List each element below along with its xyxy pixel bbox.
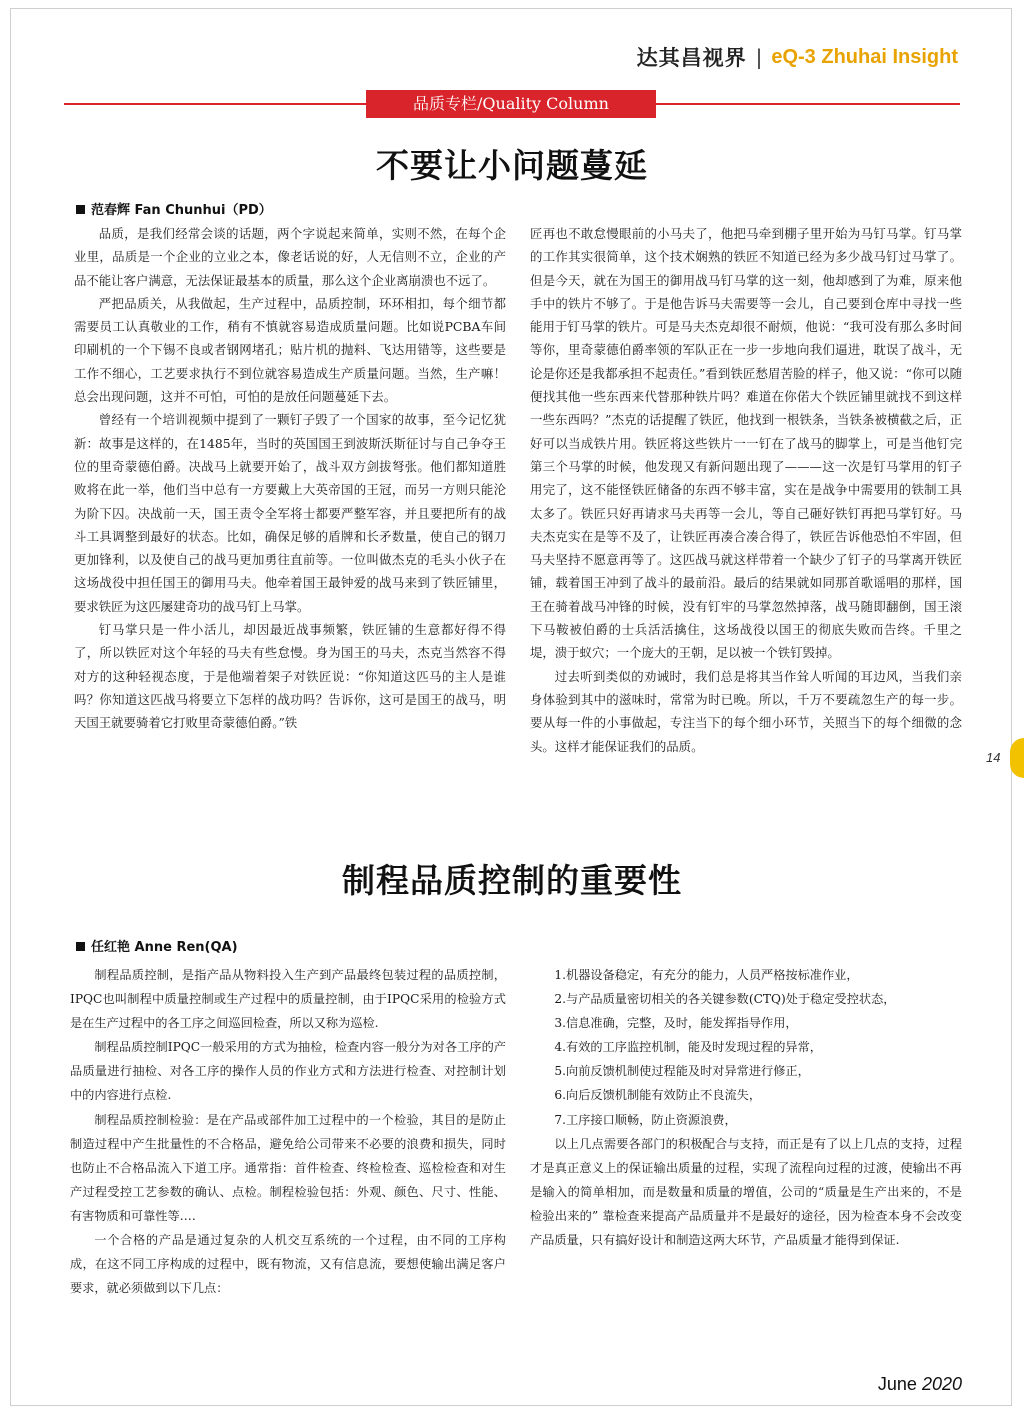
column-banner: 品质专栏/Quality Column — [366, 90, 656, 118]
paragraph: 钉马掌只是一件小活儿，却因最近战事频繁，铁匠铺的生意都好得不得了，所以铁匠对这个年轻的马夫有些怠慢。身为国王的马夫，杰克当然容不得对方的这种轻视态度，于是他端着架子对铁匠说：“你知道这匹马的主人是谁吗？你知道这匹战马将要立下怎样的战功吗？告诉你，这可是国王的战马，明天国王就要骑着它打败里奇蒙德伯爵。”铁 — [74, 622, 506, 731]
page-tab-marker — [1010, 738, 1024, 778]
issue-date — [878, 1374, 962, 1395]
list-item: 5.向前反馈机制使过程能及时对异常进行修正， — [554, 1064, 810, 1079]
bullet-square-icon — [76, 205, 85, 214]
paragraph: 制程品质控制IPQC一般采用的方式为抽检，检查内容一般分为对各工序的产品质量进行抽检、对各工序的操作人员的作业方式和方法进行检查、对控制计划中的内容进行点检. — [70, 1040, 506, 1103]
list-item: 4.有效的工序监控机制，能及时发现过程的异常， — [554, 1040, 822, 1055]
article2-author-name: 任红艳 Anne Ren(QA) — [91, 940, 238, 955]
article1-column-right — [530, 222, 962, 758]
article1-title: 不要让小问题蔓延 — [376, 146, 648, 185]
article1-column-left — [74, 222, 506, 735]
article2-author — [76, 936, 238, 955]
paragraph: 品质，是我们经常会谈的话题，两个字说起来简单，实则不然，在每个企业里，品质是一个企业的立业之本，像老话说的好，人无信则不立，企业的产品不能让客户满意，无法保证最基本的质量，那么这个企业离崩溃也不远了。 — [74, 226, 506, 288]
issue-year: 2020 — [921, 1374, 962, 1394]
issue-month: June — [877, 1374, 917, 1394]
paragraph: 制程品质控制检验：是在产品或部件加工过程中的一个检验，其目的是防止制造过程中产生批量性的不合格品，避免给公司带来不必要的浪费和损失，同时也防止不合格品流入下道工序。通常指：首件检查、终检检查、巡检检查和对生产过程受控工艺参数的确认、点检。制程检验包括：外观、颜色、尺寸、性能、有害物质和可靠性等…. — [70, 1112, 506, 1223]
list-item: 7.工序接口顺畅，防止资源浪费， — [554, 1112, 737, 1127]
paragraph: 制程品质控制，是指产品从物料投入生产到产品最终包装过程的品质控制，IPQC也叫制程中质量控制或生产过程中的质量控制，由于IPQC采用的检验方式是在生产过程中的各工序之间巡回检查，所以又称为巡检. — [70, 968, 506, 1031]
list-item: 6.向后反馈机制能有效防止不良流失， — [554, 1088, 762, 1103]
header-separator: | — [755, 45, 763, 69]
list-item: 1.机器设备稳定，有充分的能力，人员严格按标准作业， — [554, 968, 859, 982]
article1-author — [76, 199, 272, 218]
paragraph: 匠再也不敢怠慢眼前的小马夫了，他把马牵到棚子里开始为马钉马掌。钉马掌的工作其实很简单，这个技术娴熟的铁匠不知道已经为多少战马钉过马掌了。但是今天，就在为国王的御用战马钉马掌的这一刻，他却感到了为难，原来他手中的铁片不够了。于是他告诉马夫需要等一会儿，自己要到仓库中寻找一些能用于钉马掌的铁片。可是马夫杰克却很不耐烦，他说：“我可没有那么多时间等你，里奇蒙德伯爵率领的军队正在一步一步地向我们逼进，耽误了战斗，无论是你还是我都承担不起责任。”看到铁匠愁眉苦脸的样子，他又说：“你可以随便找其他一些东西来代替那种铁片吗？难道在你偌大个铁匠铺里就找不到这样一些东西吗？”杰克的话提醒了铁匠，他找到一根铁条，当铁条被横截之后，正好可以当成铁片用。铁匠将这些铁片一一钉在了战马的脚掌上，可是当他钉完第三个马掌的时候，他发现又有新问题出现了———这一次是钉马掌用的钉子用完了，这不能怪铁匠储备的东西不够丰富，实在是战争中需要用的铁制工具太多了。铁匠只好再请求马夫再等一会儿，等自己砸好铁钉再把马掌钉好。马夫杰克实在是等不及了，让铁匠再凑合凑合得了，铁匠告诉他恐怕不牢固，但马夫坚持不愿意再等了。这匹战马就这样带着一个缺少了钉子的马掌离开铁匠铺，载着国王冲到了战斗的最前沿。最后的结果就如同那首歌谣唱的那样，国王在骑着战马冲锋的时候，没有钉牢的马掌忽然掉落，战马随即翻倒，国王滚下马鞍被伯爵的士兵活活擒住，这场战役以国王的彻底失败而告终。千里之堤，溃于蚁穴；一个庞大的王朝，足以被一个铁钉毁掉。 — [530, 226, 962, 661]
paragraph: 以上几点需要各部门的积极配合与支持，而正是有了以上几点的支持，过程才是真正意义上的保证输出质量的过程，实现了流程向过程的过渡，使输出不再是输入的简单相加，而是数量和质量的增值，公司的“质量是生产出来的，不是检验出来的” 靠检查来提高产品质量并不是最好的途径，因为检查本身不会改变产品质量，只有搞好设计和制造这两大环节，产品质量才能得到保证. — [530, 1136, 962, 1248]
magazine-title-en: eQ-3 Zhuhai Insight — [771, 45, 958, 68]
bullet-square-icon — [76, 942, 85, 951]
article2-column-left — [70, 963, 506, 1300]
magazine-title-cn: 达其昌视界 — [636, 45, 747, 70]
article1-author-name: 范春辉 Fan Chunhui（PD） — [91, 203, 272, 218]
page-number: 14 — [986, 750, 1001, 765]
paragraph: 曾经有一个培训视频中提到了一颗钉子毁了一个国家的故事，至今记忆犹新：故事是这样的，在1485年，当时的英国国王到波斯沃斯征讨与自己争夺王位的里奇蒙德伯爵。决战马上就要开始了，战斗双方剑拔弩张。他们都知道胜败将在此一举，他们当中总有一方要戴上大英帝国的王冠，而另一方则只能沦为阶下囚。决战前一天，国王责令全军将士都要严整军容，并且要把所有的战斗工具调整到最好的状态。比如，确保足够的盾牌和长矛数量，使自己的钢刀更加锋利，以及使自己的战马更加勇往直前等。一位叫做杰克的毛头小伙子在这场战役中担任国王的御用马夫。他牵着国王最钟爱的战马来到了铁匠铺里，要求铁匠为这匹屡建奇功的战马钉上马掌。 — [74, 412, 506, 614]
paragraph: 一个合格的产品是通过复杂的人机交互系统的一个过程，由不同的工序构成，在这不同工序构成的过程中，既有物流，又有信息流，要想使输出满足客户要求，就必须做到以下几点： — [70, 1233, 506, 1296]
magazine-header — [637, 42, 958, 72]
article2-column-right — [530, 963, 962, 1252]
list-item: 3.信息准确，完整，及时，能发挥指导作用， — [554, 1016, 798, 1031]
paragraph: 严把品质关，从我做起，生产过程中，品质控制，环环相扣，每个细节都需要员工认真敬业的工作，稍有不慎就容易造成质量问题。比如说PCBA车间印刷机的一个下锡不良或者钢网堵孔；贴片机的抛料、飞达用错等，这些要是工作不细心，工艺要求执行不到位就容易造成生产质量问题。当然，生产嘛！总会出现问题，这并不可怕，可怕的是放任问题蔓延下去。 — [74, 295, 506, 405]
article2-title: 制程品质控制的重要性 — [342, 861, 682, 900]
paragraph: 过去听到类似的劝诫时，我们总是将其当作耸人听闻的耳边风，当我们亲身体验到其中的滋味时，常常为时已晚。所以，千万不要疏忽生产的每一步。要从每一件的小事做起，专注当下的每个细小环节，关照当下的每个细微的念头。这样才能保证我们的品质。 — [530, 668, 962, 754]
list-item: 2.与产品质量密切相关的各关键参数(CTQ)处于稳定受控状态， — [554, 992, 896, 1007]
